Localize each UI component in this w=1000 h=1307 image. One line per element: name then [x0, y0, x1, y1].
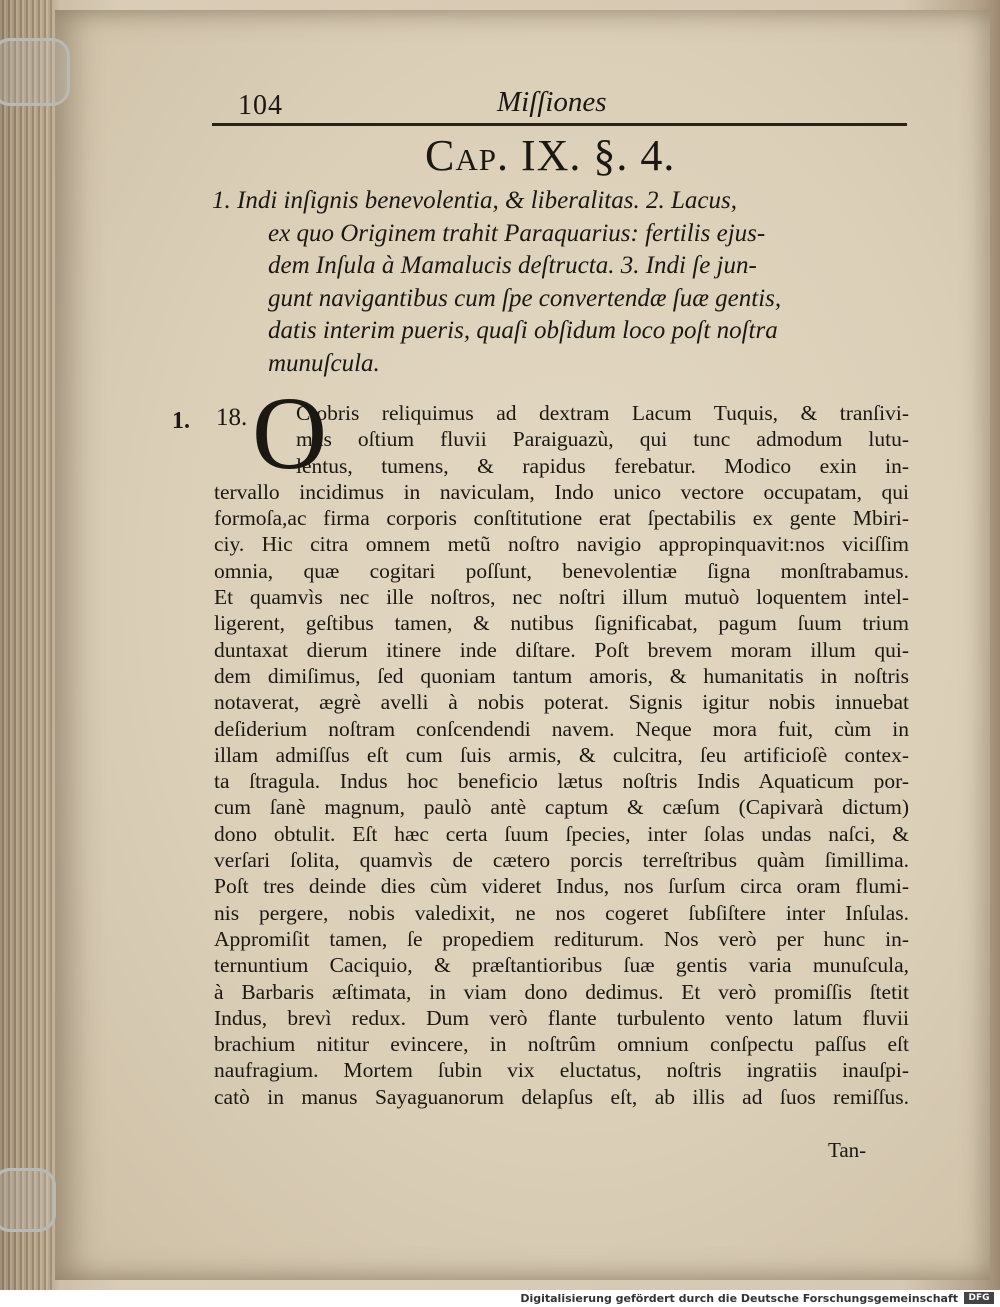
chapter-heading: Cap. IX. §. 4.: [425, 131, 676, 180]
summary-line: datis interim pueris, quaſi obſidum loco poſt noſtra: [268, 317, 778, 345]
body-line: dem dimiſimus, ſed quoniam tantum amoris, & humanitatis in noſtris: [214, 663, 909, 688]
body-line: mus oſtium fluvii Paraiguazù, qui tunc admodum lutu-: [296, 427, 909, 452]
drop-initial: O: [252, 376, 328, 491]
funding-note: Digitalisierung gefördert durch die Deutsche Forschungsgemeinschaft: [520, 1292, 958, 1305]
body-line: catò in manus Sayaguanorum delapſus eſt, ab illis ad ſuos remiſſus.: [214, 1084, 909, 1109]
body-line: tervallo incidimus in naviculam, Indo unico vectore occupatam, qui: [214, 479, 909, 504]
body-line: nis pergere, nobis valedixit, ne nos cogeret ſubſiſtere inter Inſulas.: [214, 900, 909, 925]
margin-note-number: 1.: [172, 408, 190, 434]
body-line: dono obtulit. Eſt hæc certa ſuum ſpecies, inter ſolas undas naſci, &: [214, 821, 909, 846]
body-line: Et quamvìs nec ille noſtros, nec noſtri illum mutuò loquentem intel-: [214, 585, 909, 610]
running-title: Miſſiones: [497, 86, 607, 118]
body-line: ligerent, geſtibus tamen, & nutibus ſignificabat, pagum ſuum trium: [214, 611, 909, 636]
paper-clip-top: [0, 38, 70, 106]
page-number: 104: [238, 90, 283, 121]
body-line: ta ſtragula. Indus hoc beneficio lætus noſtris Indis Aquaticum por-: [214, 769, 909, 794]
body-line: à Barbaris æſtimata, in viam dono dedimus. Et verò promiſſis ſtetit: [214, 979, 909, 1004]
body-line: Ctobris reliquimus ad dextram Lacum Tuquis, & tranſivi-: [296, 401, 909, 425]
body-text: [214, 400, 909, 1110]
chapter-summary: [212, 185, 912, 381]
book-page-edges: [0, 0, 52, 1290]
paragraph-number: 18.: [216, 404, 248, 431]
body-line: naufragium. Mortem ſubin vix eluctatus, noſtris ingratiis inauſpi-: [214, 1058, 909, 1083]
header-rule: [212, 123, 907, 126]
body-line: Indus, brevì redux. Dum verò flante turbulento vento latum fluvii: [214, 1005, 909, 1030]
summary-line: dem Inſula à Mamalucis deſtructa. 3. Indi ſe jun-: [268, 252, 757, 280]
body-line: Poſt tres deinde dies cùm videret Indus, nos ſurſum circa oram flumi-: [214, 874, 909, 899]
summary-line: ex quo Originem trahit Paraquarius: fertilis ejus-: [268, 219, 766, 247]
body-line: formoſa,ac firma corporis conſtitutione erat ſpectabilis ex gente Mbiri-: [214, 506, 909, 531]
page-header: [212, 82, 907, 122]
dfg-logo: DFG: [964, 1292, 994, 1304]
paper-clip-bottom: [0, 1168, 56, 1232]
body-line: Appromiſit tamen, ſe propediem rediturum. Nos verò per hunc in-: [214, 926, 909, 951]
body-line: deſiderium noſtram conſcendendi navem. Neque mora fuit, cùm in: [214, 716, 909, 741]
summary-line: 1. Indi inſignis benevolentia, & liberalitas. 2. Lacus,: [212, 187, 737, 214]
body-line: illam admiſſus eſt cum ſuis armis, & culcitra, ſeu artificioſè contex-: [214, 742, 909, 767]
body-line: duntaxat dierum itinere inde diſtare. Poſt brevem moram illum qui-: [214, 637, 909, 662]
body-line: ciy. Hic citra omnem metũ noſtro navigio appropinquavit:nos viciſſim: [214, 532, 909, 557]
summary-line: munuſcula.: [268, 349, 380, 377]
body-line: omnia, quæ cogitari poſſunt, benevolentiæ ſigna monſtrabamus.: [214, 558, 909, 583]
body-line: verſari ſolita, quamvìs de cætero porcis terreſtribus quàm ſimillima.: [214, 848, 909, 873]
body-line: cum ſanè magnum, paulò antè captum & cæſum (Capivarà dictum): [214, 795, 909, 820]
body-line: lentus, tumens, & rapidus ferebatur. Modico exin in-: [296, 453, 909, 478]
body-line: brachium nititur evincere, in noſtrûm omnium conſpectu paſſus eſt: [214, 1032, 909, 1057]
body-line: notaverat, ægrè avelli à nobis poterat. Signis igitur nobis innuebat: [214, 690, 909, 715]
body-line: ternuntium Caciquio, & præſtantioribus ſuæ gentis varia munuſcula,: [214, 953, 909, 978]
catchword: Tan-: [828, 1138, 867, 1162]
summary-line: gunt navigantibus cum ſpe convertendæ ſuæ gentis,: [268, 284, 782, 312]
